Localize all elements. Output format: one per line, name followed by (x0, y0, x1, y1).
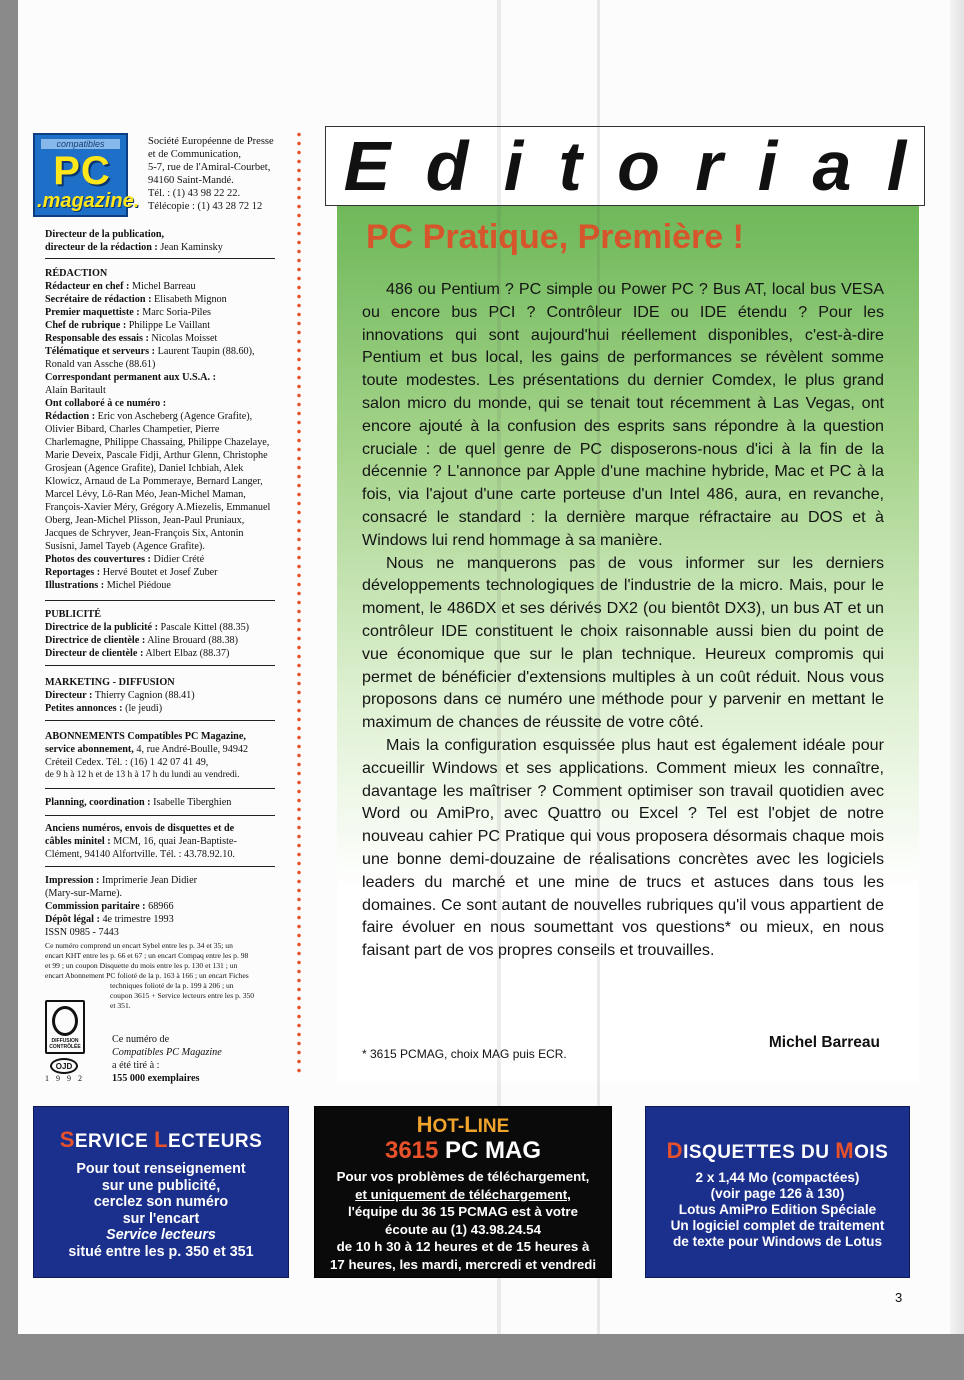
masthead-row: Télématique et serveurs : Laurent Taupin (88.60), (45, 346, 255, 357)
publisher-address (148, 135, 288, 213)
logo-pc: PC (53, 149, 111, 193)
scan-edge-right (950, 0, 964, 1334)
masthead-row: Rédacteur en chef : Michel Barreau (45, 281, 196, 292)
encart-note: Ce numéro comprend un encart Sybel entre les p. 34 et 35; un encart KHT entre les p. 66 et 67 ; un encart Compaq entre les p. 98 et 99 ; un coupon Disquette du mois entre les p. 130 et 131 ; un encart Abonnement PC folioté de la p. 163 à 166 ; un encart Fiches techniques folioté de la p. 199 à 206 ; un coupon 3615 + Service lecteurs entre les p. 350 et 351. (45, 941, 255, 1010)
page-number: 3 (895, 1290, 903, 1305)
hotline-box (314, 1106, 612, 1278)
publicite-block: PUBLICITÉ Directrice de la publicité : Pascale Kittel (88.35) Directrice de clientèle : Aline Brouard (88.38) Directeur de clientèle : Albert Elbaz (88.37) (45, 609, 250, 659)
publisher-line: 94160 Saint-Mandé. (148, 175, 234, 186)
hotline-number: 3615 PC MAG (384, 1137, 542, 1164)
service-lecteurs-text: Pour tout renseignement sur une publicité, cerclez son numéro sur l'encart Service lecteurs situé entre les p. 350 et 351 (68, 1161, 254, 1260)
masthead-row: Secrétaire de rédaction : Elisabeth Mignon (45, 294, 227, 305)
editorial-header (325, 126, 925, 206)
publisher-line: Tél. : (1) 43 98 22 22. (148, 188, 241, 199)
publisher-line: et de Communication, (148, 149, 242, 160)
ojd-year: 1992 (45, 1074, 89, 1083)
masthead-row: Premier maquettiste : Marc Soria-Piles (45, 307, 211, 318)
divider (45, 815, 275, 816)
editorial-title: PC Pratique, Première ! (366, 218, 744, 256)
marketing-block: MARKETING - DIFFUSION Directeur : Thierry Cagnion (88.41) Petites annonces : (le jeudi) (45, 677, 195, 714)
masthead-row: Responsable des essais : Nicolas Moisset (45, 333, 218, 344)
dotted-column-divider (296, 130, 302, 1075)
logo-magazine: .magazine (37, 190, 134, 212)
divider (45, 720, 275, 721)
editorial-paragraph: 486 ou Pentium ? PC simple ou Power PC ? Bus AT, local bus VESA ou encore bus PCI ? Contrôleur IDE ou IDE étendu ? Pour les innovations qui sont aujourd'hui réellement disponibles, c'est-à-dire Pentium et bus local, les gains de performances se révèlent somme toute modestes. Les présentations du dernier Comdex, le plus grand salon micro du monde, qui se tenait tout récemment à Las Vegas, ont encore ajouté à la confusion des esprits sans répondre à la question cruciale : de quel genre de PC disposerons-nous d'ici à la fin de la décennie ? L'annonce par Apple d'une machine hybride, Mac et PC à la fois, via l'ajout d'une carte porteuse d'un Intel 486, aura, en revanche, consacré le standard : la dernière marque réfractaire au DOS et à Windows lui rend hommage à sa manière. (362, 280, 884, 549)
divider (45, 665, 275, 666)
divider (45, 788, 275, 789)
disquettes-du-mois-box (645, 1106, 910, 1278)
redaction-block: RÉDACTION Rédacteur en chef : Michel Barreau Secrétaire de rédaction : Elisabeth Mignon Premier maquettiste : Marc Soria-Piles Chef de rubrique : Philippe Le Vaillant Responsable des essais : Nicolas Moisset Télématique et serveurs : Laurent Taupin (88.60), Ronald van Assche (88.61) Correspondant permanent aux U.S.A. : Alain Baritault Ont collaboré à ce numéro : Rédaction : Eric von Ascheberg (Agence Grafite), Olivier Bibard, Charles Champetier, Pierre Charlemagne, Philippe Chassaing, Philippe Chazelaye, Marie Deveix, Pascale Fidji, Arthur Glenn, Christophe Grosjean (Agence Grafite), Daniel Ichbiah, Alek Klowicz, Arnaud de La Pommeraye, Bernard Langer, Marcel Lévy, Lô-Ran Méo, Jean-Michel Maman, François-Xavier Méry, Grégory A.Miezelis, Emmanuel Oberg, Jean-Michel Plisson, Jean-Paul Pruniaux, Jacques de Schryver, Jean-François Six, Antonin Susisni, Jamel Tayeb (Agence Grafite). Photos des couvertures : Didier Crété Reportages : Hervé Boutet et Josef Zuber Illustrations : Michel Piédoue (45, 267, 277, 592)
editorial-header-word: E d i t o r i a l (343, 127, 907, 205)
pc-magazine-logo (33, 133, 134, 217)
editorial-footnote: * 3615 PCMAG, choix MAG puis ECR. (362, 1047, 567, 1061)
logo-tag: compatibles (41, 139, 120, 149)
divider (45, 258, 275, 259)
diffusion-controlee-logo: DIFFUSION CONTRÔLÉE (45, 1000, 85, 1054)
redaction-heading: RÉDACTION (45, 268, 108, 279)
scan-edge-bottom (0, 1334, 964, 1380)
masthead-row: Chef de rubrique : Philippe Le Vaillant (45, 320, 211, 331)
editorial-body (362, 278, 884, 962)
service-lecteurs-title: SERVICE LECTEURS (59, 1127, 263, 1152)
publisher-line: 5-7, rue de l'Amiral-Courbet, (148, 162, 271, 173)
publisher-line: Télécopie : (1) 43 28 72 12 (148, 201, 263, 212)
editorial-signature: Michel Barreau (768, 1034, 880, 1051)
anciens-block: Anciens numéros, envois de disquettes et de câbles minitel : MCM, 16, quai Jean-Baptiste- Clément, 94140 Alfortville. Tél. : 43.78.92.10. (45, 823, 237, 860)
direction-block: Directeur de la publication, directeur de la rédaction : Jean Kaminsky (45, 229, 223, 253)
abonnements-block: ABONNEMENTS Compatibles PC Magazine, service abonnement, 4, rue André-Boulle, 94942 Créteil Cedex. Tél. : (16) 1 42 07 41 49, de 9 h à 12 h et de 13 h à 17 h du lundi au vendredi. (45, 731, 249, 780)
disquettes-text: 2 x 1,44 Mo (compactées) (voir page 126 à 130) Lotus AmiPro Edition Spéciale Un logiciel complet de traitement de texte pour Windows de Lotus (670, 1170, 885, 1249)
disquettes-title: DISQUETTES DU MOIS (666, 1138, 889, 1163)
scan-edge-left (0, 0, 18, 1380)
divider (45, 600, 275, 601)
hotline-title: HOT-LINE (416, 1112, 510, 1137)
editorial-paragraph: Mais la configuration esquissée plus haut est également idéale pour accueillir Windows et ses applications. Comment mieux les connaître, davantage les maîtriser ? Comment optimiser son travail quotidien avec Word ou AmiPro, avec Quattro ou Excel ? Tel est l'objet de notre nouveau cahier PC Pratique qui vous proposera désormais chaque mois une bonne demi-douzaine de réalisations concrètes avec les logiciels leaders du marché et une mine de trucs et astuces dans tous les domaines. Ce sont autant de nouvelles rubriques qu'il vous appartient de faire évoluer en nous soumettant vos questions* ou mieux, en nous faisant part de vos propres conseils et trouvailles. (362, 735, 884, 960)
planning-block: Planning, coordination : Isabelle Tiberghien (45, 797, 232, 808)
tirage-block: Ce numéro de Compatibles PC Magazine a été tiré à : 155 000 exemplaires (112, 1034, 222, 1084)
ojd-logo: OJD (50, 1058, 78, 1074)
divider (45, 866, 275, 867)
hotline-text: Pour vos problèmes de téléchargement, et uniquement de téléchargement, l'équipe du 36 15 PCMAG est à votre écoute au (1) 43.98.24.54 de 10 h 30 à 12 heures et de 15 heures à 17 heures, les mardi, mercredi et vendredi (329, 1169, 597, 1272)
publisher-line: Société Européenne de Presse (148, 136, 274, 147)
impression-block: Impression : Imprimerie Jean Didier (Mary-sur-Marne). Commission paritaire : 68966 Dépôt légal : 4e trimestre 1993 ISSN 0985 - 7443 (45, 875, 198, 938)
editorial-paragraph: Nous ne manquerons pas de vous informer sur les derniers développements technologiques de l'industrie de la micro. Mais, pour le moment, le 486DX et ses dérivés DX2 (ou bientôt DX3), un bus AT et un contrôleur IDE constituent le choix raisonnable aussi bien du point de vue économique que sur le plan technique. Heureux compromis qui permet de bénéficier d'extensions multiples à un coût réduit. Nous vous proposons dans ce numéro une méthode pour y parvenir en mettant le maximum de chances de réussite de votre côté. (362, 553, 884, 732)
service-lecteurs-box (33, 1106, 289, 1278)
